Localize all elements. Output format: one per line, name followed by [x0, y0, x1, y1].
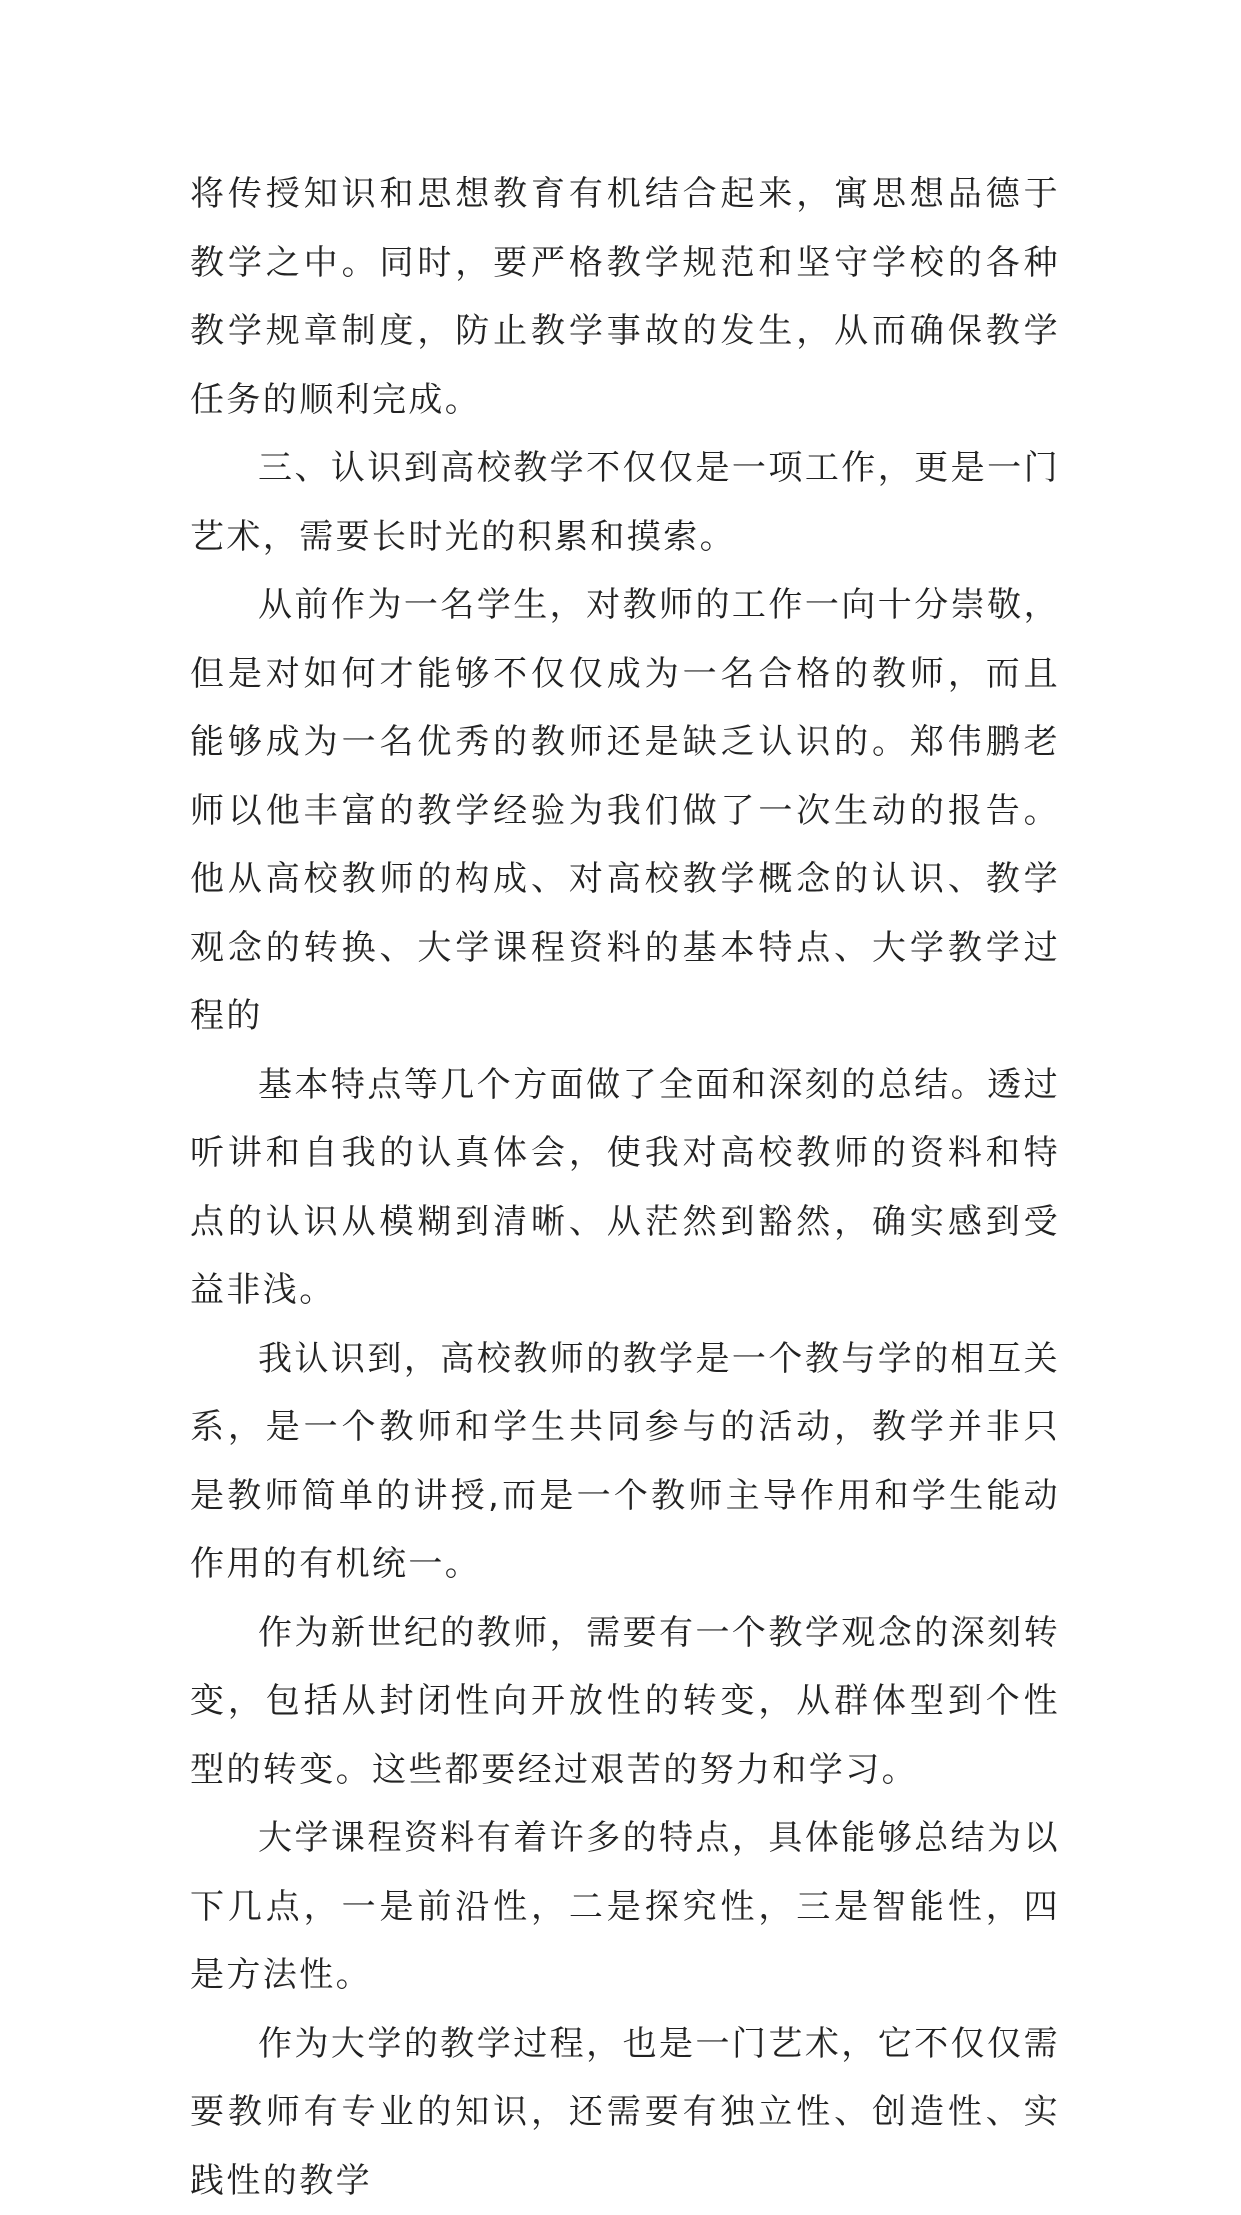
paragraph: 我认识到，高校教师的教学是一个教与学的相互关系，是一个教师和学生共同参与的活动，教学并非只是教师简单的讲授,而是一个教师主导作用和学生能动作用的有机统一。 [190, 1325, 1060, 1599]
paragraph: 基本特点等几个方面做了全面和深刻的总结。透过听讲和自我的认真体会，使我对高校教师的资料和特点的认识从模糊到清晰、从茫然到豁然，确实感到受益非浅。 [190, 1051, 1060, 1325]
paragraph: 将传授知识和思想教育有机结合起来，寓思想品德于教学之中。同时，要严格教学规范和坚守学校的各种教学规章制度，防止教学事故的发生，从而确保教学任务的顺利完成。 [190, 160, 1060, 434]
paragraph: 作为大学的教学过程，也是一门艺术，它不仅仅需要教师有专业的知识，还需要有独立性、创造性、实践性的教学 [190, 2010, 1060, 2215]
paragraph: 从前作为一名学生，对教师的工作一向十分崇敬，但是对如何才能够不仅仅成为一名合格的教师，而且能够成为一名优秀的教师还是缺乏认识的。郑伟鹏老师以他丰富的教学经验为我们做了一次生动的报告。他从高校教师的构成、对高校教学概念的认识、教学观念的转换、大学课程资料的基本特点、大学教学过程的 [190, 571, 1060, 1051]
paragraph: 大学课程资料有着许多的特点，具体能够总结为以下几点，一是前沿性，二是探究性，三是智能性，四是方法性。 [190, 1804, 1060, 2010]
body-text [190, 160, 1060, 2215]
paragraph: 三、认识到高校教学不仅仅是一项工作，更是一门艺术，需要长时光的积累和摸索。 [190, 434, 1060, 571]
paragraph: 作为新世纪的教师，需要有一个教学观念的深刻转变，包括从封闭性向开放性的转变，从群体型到个性型的转变。这些都要经过艰苦的努力和学习。 [190, 1599, 1060, 1805]
